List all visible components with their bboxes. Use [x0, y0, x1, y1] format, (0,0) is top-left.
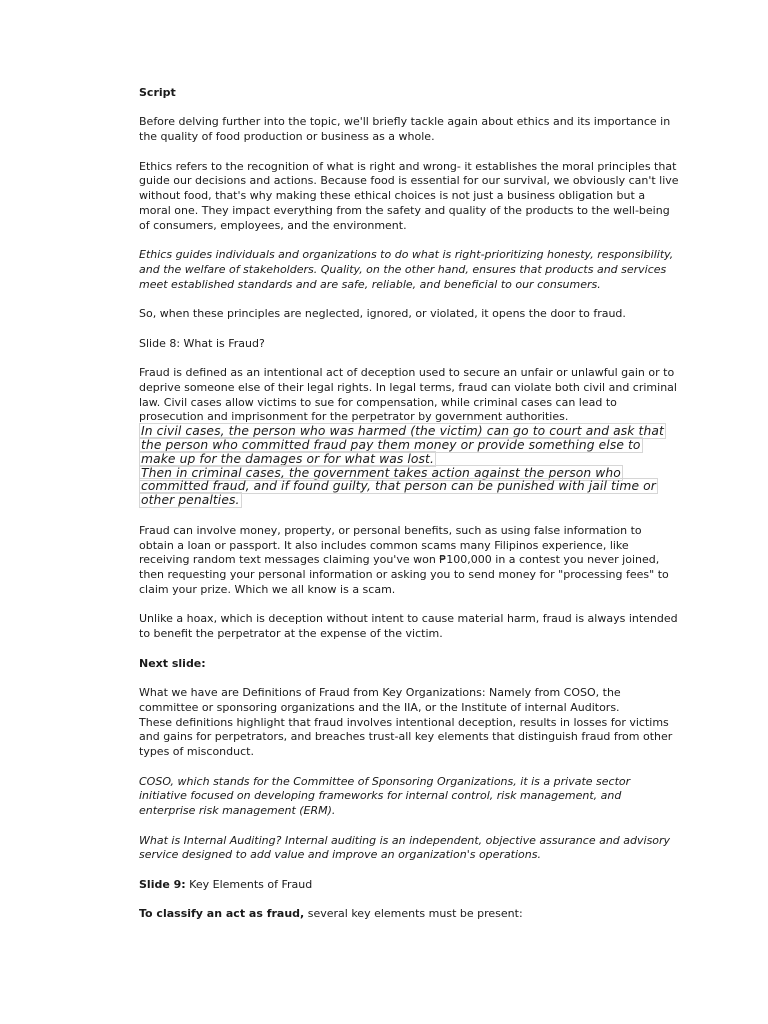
classify-lead: To classify an act as fraud,: [139, 907, 305, 921]
speaker-note-criminal: Then in criminal cases, the government takes action against the person who committed fraud, and if found guilty, that person can be punished with jail time or other penalties.: [141, 465, 656, 508]
paragraph-intro: Before delving further into the topic, we'll briefly tackle again about ethics and its importance in the quality of food production or business as a whole.: [139, 115, 671, 144]
classify-rest: several key elements must be present:: [304, 907, 523, 921]
paragraph-classify: [139, 907, 679, 922]
document-title: Script: [139, 86, 176, 99]
paragraph-hoax-comparison: Unlike a hoax, which is deception without intent to cause material harm, fraud is always intended to benefit the perpetrator at the expense of the victim.: [139, 612, 678, 641]
paragraph-coso: COSO, which stands for the Committee of Sponsoring Organizations, it is a private sector initiative focused on developing frameworks for internal control, risk management, and enterprise risk management (ERM).: [139, 774, 631, 818]
paragraph-fraud-door: So, when these principles are neglected, ignored, or violated, it opens the door to fraud.: [139, 307, 626, 321]
slide-8-heading: Slide 8: What is Fraud?: [139, 336, 265, 350]
paragraph-definitions-highlight: These definitions highlight that fraud involves intentional deception, results in losses for victims and gains for perpetrators, and breaches trust-all key elements that distinguish fraud from other types of misconduct.: [139, 715, 673, 759]
paragraph-internal-auditing: What is Internal Auditing? Internal auditing is an independent, objective assurance and advisory service designed to add value and improve an organization's operations.: [139, 833, 671, 862]
document-body: [139, 86, 679, 937]
paragraph-ethics-definition: Ethics refers to the recognition of what is right and wrong- it establishes the moral principles that guide our decisions and actions. Because food is essential for our survival, we obviously can't live without food, that's why making these ethical choices is not just a business obligation but a moral one. They impact everything from the safety and quality of the products to the well-being of consumers, employees, and the environment.: [139, 159, 679, 232]
slide-9-title: Key Elements of Fraud: [185, 877, 313, 891]
slide-9-heading: [139, 878, 679, 893]
paragraph-definitions-orgs: What we have are Definitions of Fraud from Key Organizations: Namely from COSO, the committee or sponsoring organizations and the IIA, or the Institute of internal Auditors.: [139, 686, 621, 714]
paragraph-ethics-quality: Ethics guides individuals and organizations to do what is right-prioritizing honesty, responsibility, and the welfare of stakeholders. Quality, on the other hand, ensures that products and services meet established standards and are safe, reliable, and beneficial to our consumers.: [139, 248, 674, 291]
paragraph-fraud-definition: Fraud is defined as an intentional act of deception used to secure an unfair or unlawful gain or to deprive someone else of their legal rights. In legal terms, fraud can violate both civil and criminal law. Civil cases allow victims to sue for compensation, while criminal cases can lead to prosecution and imprisonment for the perpetrator by government authorities.: [139, 365, 677, 424]
slide-9-label: Slide 9:: [139, 877, 186, 891]
next-slide-heading: Next slide:: [139, 656, 206, 670]
paragraph-fraud-examples: Fraud can involve money, property, or personal benefits, such as using false information to obtain a loan or passport. It also includes common scams many Filipinos experience, like receiving random text messages claiming you've won ₱100,000 in a contest you never joined, then requesting your personal information or asking you to send money for "processing fees" to claim your prize. Which we all know is a scam.: [139, 523, 669, 597]
speaker-note-civil: In civil cases, the person who was harmed (the victim) can go to court and ask that the person who committed fraud pay them money or provide something else to make up for the damages or for what was lost.: [141, 424, 664, 466]
speaker-note-block: [139, 425, 679, 508]
